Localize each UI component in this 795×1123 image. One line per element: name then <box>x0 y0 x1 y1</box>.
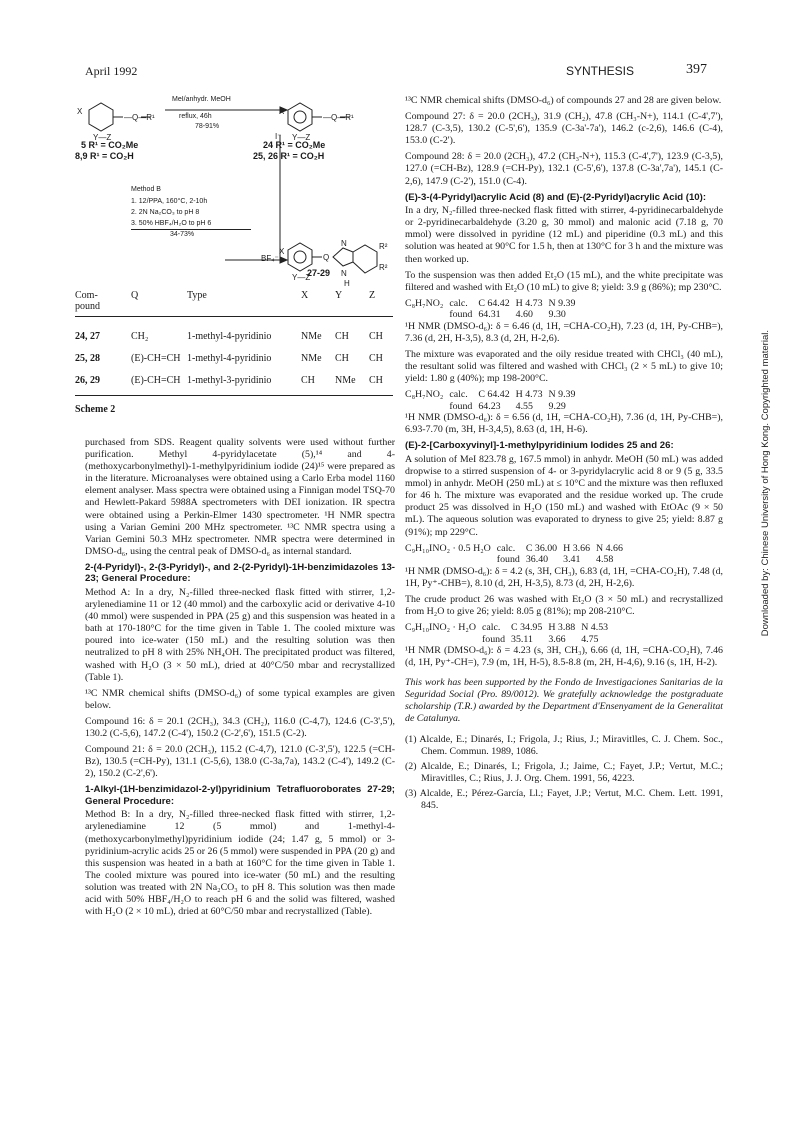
table-row: found 64.23 4.55 9.29 <box>449 400 566 412</box>
analysis-compound-26 <box>405 622 614 645</box>
reference-3: (3) Alcalde, E.; Pérez-García, Ll.; Fayet, J.P.; Vertut, M.C. Chem. Lett. 1991, 845. <box>405 787 723 812</box>
svg-text:—Q—R¹: —Q—R¹ <box>323 113 354 122</box>
svg-text:N: N <box>341 239 347 248</box>
compound-26-workup: The crude product 26 was washed with Et₂O (3 × 50 mL) and recrystallized from H₂O to give 26; yield: 8.05 g (81%); mp 208-210°C. <box>405 593 723 617</box>
acknowledgement: This work has been supported by the Fondo de Investigaciones Sanitarias de la Seguridad Social (Pro. 89/0012). We gratefully acknowledge the postgraduate scholarship (T.R.) awarded by the Department d'Ensenyament de la Generalitat de Catalunya. <box>405 677 723 725</box>
scheme-table-header <box>75 290 393 312</box>
iodides-procedure: A solution of MeI 823.78 g, 167.5 mmol) in anhydr. MeOH (50 mL) was added dropwise to a stirred suspension of 4- or 3-pyridylacrylic acid 8 or 9 (5 g, 33.5 mmol) in anhydr. MeOH (250 mL) at ≤ 10°C and the mixture was then refluxed for 46 h. The mixture was evaporated and the residue worked up. The crude product 25 was dissolved in H₂O (150 mL) and washed with EtOAc (9 × 50 mL). The aqueous solution was evaporated to dryness to give 25; yield: 8.87 g (91%); mp 229°C. <box>405 453 723 538</box>
label-compounds-27-29: 27-29 <box>307 268 331 278</box>
compound-28-data: Compound 28: δ = 20.0 (2CH₃), 47.2 (CH₃-N+), 115.3 (C-4',7'), 123.9 (C-3,5), 127.0 (=CH-Bz), 128.9 (=CH-Py), 132.1 (C-5',6'), 137.8 (C-3a',7a'), 145.1 (C-2,6), 147.9 (C-2'), 151.0 (C-4). <box>405 151 723 187</box>
pyridinium-ring-27-29 <box>288 243 312 271</box>
analysis-compound-8 <box>405 298 581 321</box>
method-b-step-1: 1. 12/PPA, 160°C, 2-10h <box>131 198 208 205</box>
header-journal: SYNTHESIS <box>566 64 635 78</box>
heading-iodides: (E)-2-[Carboxyvinyl]-1-methylpyridinium Iodides 25 and 26: <box>405 440 674 452</box>
col-x: X <box>301 290 309 301</box>
arrow-1-yield: 78-91% <box>195 123 220 130</box>
svg-text:Y—Z: Y—Z <box>93 133 112 142</box>
heading-benzimidazoles: 2-(4-Pyridyl)-, 2-(3-Pyridyl)-, and 2-(2-Pyridyl)-1H-benzimidazoles 13-23; General Procedure: <box>85 561 395 585</box>
table-row: found 64.31 4.60 9.30 <box>449 309 566 321</box>
benzo-ring <box>353 245 377 273</box>
label-compounds-8-9: 8,9 R¹ = CO₂H <box>75 151 134 161</box>
method-b-yield: 34-73% <box>170 231 195 238</box>
table-row: found 36.40 3.41 4.58 <box>496 554 614 566</box>
col-z: Z <box>369 290 376 301</box>
compound-16-data: Compound 16: δ = 20.1 (2CH₃), 34.3 (CH₂), 116.0 (C-4,7), 124.6 (C-3',5'), 130.2 (C-5,6), 147.2 (C-4'), 150.2 (C-2',6'), 151.5 (C-2). <box>85 715 395 739</box>
svg-text:—Q—R¹: —Q—R¹ <box>124 113 155 122</box>
atom-x-label: X <box>77 107 83 116</box>
col-type: Type <box>187 290 207 301</box>
col-compound: Com- pound <box>75 290 100 312</box>
table-row: 26, 29 (E)-CH=CH 1-methyl-3-pyridinio CH NMe CH <box>75 374 383 386</box>
svg-text:H: H <box>344 279 350 288</box>
method-b-paragraph: Method B: In a dry, N₂-filled three-necked flask fitted with stirrer, 1,2-arylenediamine 12 (5 mmol) and 1-methyl-4-(methoxycarbonylmethyl)pyridinium iodide (24; 1.47 g, 5 mmol) or 3-pyridinium-acrylic acids 25 or 26 (5 mmol) were suspended in PPA (20 g) and this suspension was heated in a bath at 160°C for the time given in Table 1. The cooled mixture was poured into ice-water (50 mL) and the resulting solution was treated with 2N Na₂CO₃ to pH 8. This solution was then made acid with 50% HBF₄/H₂O to reach pH 6 and the solid was filtered, washed with H₂O (2 × 10 mL), dried at 60°C/50 mbar and recrystallized (Table). <box>85 809 395 918</box>
label-compounds-25-26: 25, 26 R¹ = CO₂H <box>253 151 325 161</box>
label-compound-24: 24 R¹ = CO₂Me <box>263 140 326 150</box>
col-y: Y <box>335 290 343 301</box>
references <box>405 734 723 813</box>
table-row: C₉H₁₀INO₂ · 0.5 H₂O calc. C 36.00 H 3.66 N 4.66 <box>405 542 623 554</box>
heading-acrylic-acids: (E)-3-(4-Pyridyl)acrylic Acid (8) and (E)-(2-Pyridyl)acrylic Acid (10): <box>405 191 707 203</box>
svg-text:Y—Z: Y—Z <box>292 273 311 282</box>
experimental-intro: purchased from SDS. Reagent quality solvents were used without further purification. Methyl 4-pyridylacetate (5),¹⁴ and 4-(methoxycarbonylmethyl)-1-methylpyridinium iodide (24)¹⁵ were prepared as in the literature. Microanalyses were obtained using a Carlo Erba model 1160 element analyser. Mass spectra were obtained using a Finnigan model TSQ-70 and Hewlett-Pakard 5988A spectrometers with DEI ionization. IR spectra were obtained using a Perkin-Elmer 1430 spectrometer. ¹H NMR spectra using a Varian Gemini 200 MHz spectrometer. ¹³C NMR spectra using a Varian Gemini 50.3 MHz spectrometer. NMR spectra were determined in DMSO-d₆, using the central peak of DMSO-d₆ as internal standard. <box>85 437 395 557</box>
acrylic-acid-procedure: In a dry, N₂-filled three-necked flask fitted with stirrer, 4-pyridinecarbaldehyde or 2-pyridinecarbaldehyde (3.20 g, 30 mmol) and malonic acid (7.18 g, 70 mmol) were dissolved in pyridine (12 mL) and piperidine (0.3 mL) and this solution was heated at 90°C for 1.5 h, then at 130°C for 3 h and the mixture was then worked up. <box>405 205 723 265</box>
table-row: 24, 27 CH₂ 1-methyl-4-pyridinio NMe CH CH <box>75 330 383 342</box>
label-compound-5: 5 R¹ = CO₂Me <box>81 140 139 150</box>
header-page-number: 397 <box>686 62 707 77</box>
compound-10-workup: The mixture was evaporated and the oily residue treated with CHCl₃ (40 mL), the resultant solid was filtered and washed with CHCl₃ (2 × 5 mL) to give 10; yield: 1.80 g (40%); mp 198-200°C. <box>405 349 723 385</box>
imidazole-ring <box>333 248 353 266</box>
col-q: Q <box>131 290 139 301</box>
pyridinium-ring-product <box>288 103 312 131</box>
compound-8-nmr: ¹H NMR (DMSO-d₆): δ = 6.46 (d, 1H, =CHA-CO₂H), 7.23 (d, 1H, Py-CHB=), 7.36 (d, 2H, H-3,5), 8.3 (d, 2H, H-2,6). <box>405 320 723 344</box>
right-column <box>405 95 723 815</box>
table-row: found 35.11 3.66 4.75 <box>481 633 599 645</box>
scheme-2 <box>75 90 395 415</box>
c13-intro-right: ¹³C NMR chemical shifts (DMSO-d₆) of compounds 27 and 28 are given below. <box>405 95 722 106</box>
compound-25-nmr: ¹H NMR (DMSO-d₆): δ = 4.2 (s, 3H, CH₃), 6.83 (d, 1H, =CHA-CO₂H), 7.48 (d, 1H, Py⁺-CHB=), 8.10 (d, 2H, H-3,5), 8.73 (d, 2H, H-2,6). <box>405 565 723 589</box>
svg-text:Q: Q <box>323 253 330 262</box>
compound-8-workup: To the suspension was then added Et₂O (15 mL), and the white precipitate was filtered and washed with Et₂O (10 mL) to give 8; yield: 3.9 g (86%); mp 230°C. <box>405 269 723 293</box>
arrow-1-conditions: reflux, 46h <box>179 113 212 120</box>
analysis-compound-10 <box>405 389 581 412</box>
svg-text:X: X <box>279 247 285 256</box>
compound-26-nmr: ¹H NMR (DMSO-d₆): δ = 4.23 (s, 3H, CH₃), 6.66 (d, 1H, =CHA-CO₂H), 7.46 (d, 1H, Py⁺-CH=), 7.9 (m, 1H, H-5), 8.5-8.8 (m, 2H, H-4,6), 9.16 (s, 1H, H-2). <box>405 645 723 669</box>
table-row: C₈H₇NO₂ calc. C 64.42 H 4.73 N 9.39 <box>405 297 576 309</box>
svg-text:N: N <box>341 269 347 278</box>
compound-21-data: Compound 21: δ = 20.0 (2CH₃), 115.2 (C-4,7), 121.0 (C-3',5'), 122.5 (=CH-Bz), 130.5 (=CH-Py), 131.1 (C-5,6), 138.0 (C-3a,7a), 143.2 (C-4'), 149.2 (C-2), 150.2 (C-2',6'). <box>85 744 395 780</box>
c13-intro-left: ¹³C NMR chemical shifts (DMSO-d₆) of some typical examples are given below. <box>85 687 395 711</box>
table-row: C₈H₇NO₂ calc. C 64.42 H 4.73 N 9.39 <box>405 389 576 401</box>
pyridine-ring-reactant <box>89 103 113 131</box>
svg-text:Y—Z: Y—Z <box>292 133 311 142</box>
compound-27-data: Compound 27: δ = 20.0 (2CH₃), 31.9 (CH₂), 47.8 (CH₃-N+), 114.1 (C-4',7'), 128.7 (C-3,5), 130.2 (C-5',6'), 135.9 (C-3a'-7a'), 146.2 (c-2,6), 146.6 (C-4), 153.0 (C-2'). <box>405 111 723 147</box>
scheme-caption: Scheme 2 <box>75 404 116 415</box>
arrow-1-reagent: MeI/anhydr. MeOH <box>172 96 231 103</box>
table-row: C₉H₁₀INO₂ · H₂O calc. C 34.95 H 3.88 N 4.53 <box>405 622 609 633</box>
scheme-table <box>75 325 393 391</box>
heading-tetrafluoroborates: 1-Alkyl-(1H-benzimidazol-2-yl)pyridinium Tetrafluoroborates 27-29; General Procedure: <box>85 784 395 807</box>
svg-text:R²: R² <box>379 263 388 272</box>
table-row: 25, 28 (E)-CH=CH 1-methyl-4-pyridinio NMe CH CH <box>75 352 383 364</box>
scheme-2-drawing <box>75 90 395 288</box>
counterion-label: BF₄⁻ <box>261 254 279 263</box>
method-b-title: Method B <box>131 186 161 193</box>
method-b-step-3: 3. 50% HBF₄/H₂O to pH 6 <box>131 220 212 227</box>
header-date: April 1992 <box>85 64 138 78</box>
compound-10-nmr: ¹H NMR (DMSO-d₆): δ = 6.56 (d, 1H, =CHA-CO₂H), 7.36 (d, 1H, Py-CHB=), 6.93-7.70 (m, 3H, H-3,4,5), 8.63 (d, 1H, H-6). <box>405 412 723 436</box>
analysis-compound-25 <box>405 543 629 566</box>
method-b-step-2: 2. 2N Na₂CO₃ to pH 8 <box>131 209 200 216</box>
left-column <box>85 437 395 922</box>
method-a-paragraph: Method A: In a dry, N₂-filled three-necked flask fitted with stirrer, 1,2-arylenediamine 11 or 12 (40 mmol) and the carboxylic acid or derivative 4-10 (40 mmol) were suspended in PPA (25 g) and this suspension was heated in a bath at 170-180°C for the time given in Table 1. The cooled mixture was poured into ice-water (150 mL) and the resulting solution was then neutralized to pH 8 with 25% NH₄OH. The precipitated product was filtered, washed with H₂O (3 × 50 mL), dried at 40°C/50 mbar and recrystallized (Table 1). <box>85 586 395 683</box>
download-notice: Downloaded by: Chinese University of Hong Kong. Copyrighted material. <box>760 330 771 637</box>
reference-1: (1) Alcalde, E.; Dinarés, I.; Frigola, J.; Rius, J.; Miravitlles, C. J. Chem. Soc., Chem. Commun. 1989, 1086. <box>405 733 723 757</box>
svg-text:I⁻: I⁻ <box>275 132 282 141</box>
reference-2: (2) Alcalde, E.; Dinarés, I.; Frigola, J.; Jaime, C.; Fayet, J.P.; Vertut, M.C.; Miravitlles, C.; Rius, J. J. Org. Chem. 1991, 56, 4223. <box>405 760 723 784</box>
svg-text:R²: R² <box>379 242 388 251</box>
svg-text:X: X <box>279 107 285 116</box>
